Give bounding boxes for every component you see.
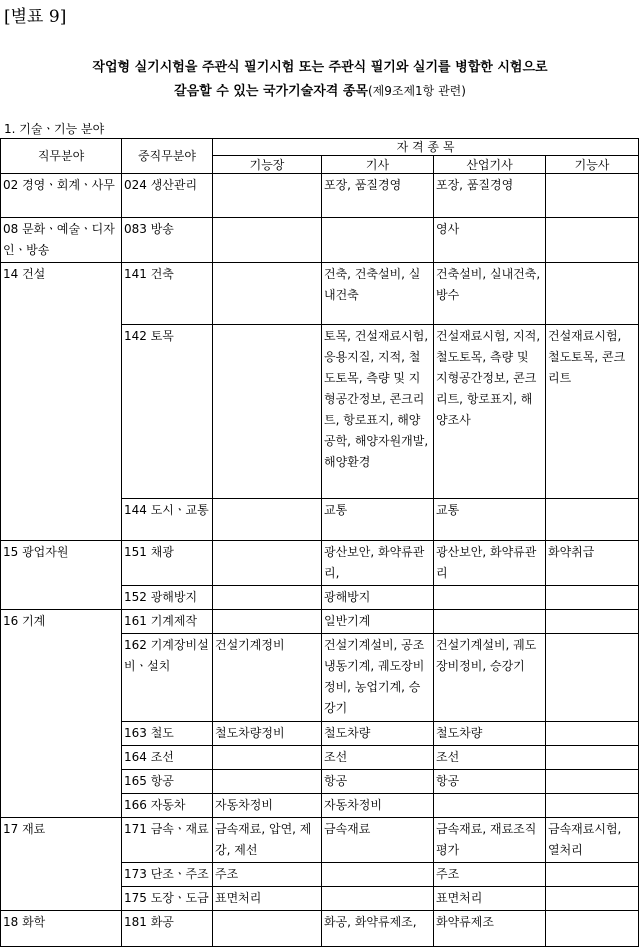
industrial-engineer-cell: 주조 <box>434 863 546 887</box>
sub-field-cell: 141 건축 <box>122 263 213 325</box>
technician-cell <box>546 218 639 263</box>
header-qualification-items: 자 격 종 목 <box>213 139 639 156</box>
craftsman-cell <box>213 218 322 263</box>
technician-cell <box>546 887 639 911</box>
engineer-cell: 조선 <box>322 746 434 770</box>
industrial-engineer-cell: 광산보안, 화약류관리 <box>434 541 546 586</box>
industrial-engineer-cell: 항공 <box>434 770 546 794</box>
craftsman-cell <box>213 325 322 499</box>
table-row <box>1 911 639 947</box>
sub-field-cell: 171 금속ㆍ재료 <box>122 818 213 863</box>
craftsman-cell <box>213 746 322 770</box>
industrial-engineer-cell <box>434 586 546 610</box>
craftsman-cell: 금속재료, 압연, 제강, 제선 <box>213 818 322 863</box>
craftsman-cell: 건설기계정비 <box>213 634 322 722</box>
craftsman-cell <box>213 263 322 325</box>
sub-field-cell: 151 채광 <box>122 541 213 586</box>
industrial-engineer-cell: 영사 <box>434 218 546 263</box>
craftsman-cell <box>213 541 322 586</box>
engineer-cell: 철도차량 <box>322 722 434 746</box>
craftsman-cell <box>213 610 322 634</box>
engineer-cell: 화공, 화약류제조, <box>322 911 434 947</box>
technician-cell <box>546 863 639 887</box>
craftsman-cell: 철도차량정비 <box>213 722 322 746</box>
craftsman-cell: 주조 <box>213 863 322 887</box>
craftsman-cell <box>213 174 322 218</box>
table-row <box>1 610 639 634</box>
document-title-reference: (제9조제1항 관련) <box>367 84 466 98</box>
industrial-engineer-cell: 철도차량 <box>434 722 546 746</box>
technician-cell: 화약취급 <box>546 541 639 586</box>
sub-field-cell: 144 도시ㆍ교통 <box>122 499 213 541</box>
engineer-cell <box>322 863 434 887</box>
engineer-cell: 건축, 건축설비, 실내건축 <box>322 263 434 325</box>
technician-cell <box>546 911 639 947</box>
engineer-cell: 교통 <box>322 499 434 541</box>
technician-cell <box>546 174 639 218</box>
engineer-cell: 토목, 건설재료시험, 응용지질, 지적, 철도토목, 측량 및 지형공간정보, 콘크리트, 항로표지, 해양공학, 해양자원개발, 해양환경 <box>322 325 434 499</box>
industrial-engineer-cell: 건설재료시험, 지적, 철도토목, 측량 및 지형공간정보, 콘크리트, 항로표지, 해양조사 <box>434 325 546 499</box>
sub-field-cell: 164 조선 <box>122 746 213 770</box>
job-field-cell: 17 재료 <box>1 818 122 911</box>
sub-field-cell: 024 생산관리 <box>122 174 213 218</box>
industrial-engineer-cell: 건축설비, 실내건축, 방수 <box>434 263 546 325</box>
sub-field-cell: 152 광해방지 <box>122 586 213 610</box>
craftsman-cell <box>213 770 322 794</box>
job-field-cell: 18 화학 <box>1 911 122 947</box>
sub-field-cell: 083 방송 <box>122 218 213 263</box>
engineer-cell: 포장, 품질경영 <box>322 174 434 218</box>
sub-field-cell: 162 기계장비설비ㆍ설치 <box>122 634 213 722</box>
header-sub-job-field: 중직무분야 <box>122 139 213 174</box>
sub-field-cell: 175 도장ㆍ도금 <box>122 887 213 911</box>
sub-field-cell: 142 토목 <box>122 325 213 499</box>
industrial-engineer-cell: 교통 <box>434 499 546 541</box>
document-title-line1: 작업형 실기시험을 주관식 필기시험 또는 주관식 필기와 실기를 병합한 시험으로 <box>92 60 548 75</box>
technician-cell <box>546 263 639 325</box>
document-title-main: 갈음할 수 있는 국가기술자격 종목 <box>174 84 368 99</box>
sub-field-cell: 165 항공 <box>122 770 213 794</box>
craftsman-cell: 표면처리 <box>213 887 322 911</box>
technician-cell: 금속재료시험, 열처리 <box>546 818 639 863</box>
job-field-cell: 14 건설 <box>1 263 122 541</box>
sub-field-cell: 173 단조ㆍ주조 <box>122 863 213 887</box>
job-field-cell: 15 광업자원 <box>1 541 122 610</box>
header-craftsman: 기능장 <box>213 156 322 174</box>
craftsman-cell: 자동차정비 <box>213 794 322 818</box>
sub-field-cell: 166 자동차 <box>122 794 213 818</box>
table-row <box>1 818 639 863</box>
section-label: 1. 기술ㆍ기능 분야 <box>4 122 105 136</box>
industrial-engineer-cell: 조선 <box>434 746 546 770</box>
technician-cell <box>546 634 639 722</box>
engineer-cell: 금속재료 <box>322 818 434 863</box>
engineer-cell: 자동차정비 <box>322 794 434 818</box>
sub-field-cell: 181 화공 <box>122 911 213 947</box>
engineer-cell: 건설기계설비, 공조냉동기계, 궤도장비정비, 농업기계, 승강기 <box>322 634 434 722</box>
header-engineer: 기사 <box>322 156 434 174</box>
industrial-engineer-cell <box>434 794 546 818</box>
table-row <box>1 218 639 263</box>
sub-field-cell: 161 기계제작 <box>122 610 213 634</box>
header-technician: 기능사 <box>546 156 639 174</box>
job-field-cell: 08 문화ㆍ예술ㆍ디자인ㆍ방송 <box>1 218 122 263</box>
technician-cell <box>546 722 639 746</box>
industrial-engineer-cell: 금속재료, 재료조직평가 <box>434 818 546 863</box>
technician-cell <box>546 794 639 818</box>
table-row <box>1 174 639 218</box>
technician-cell: 건설재료시험, 철도토목, 콘크리트 <box>546 325 639 499</box>
craftsman-cell <box>213 586 322 610</box>
engineer-cell: 항공 <box>322 770 434 794</box>
technician-cell <box>546 746 639 770</box>
header-industrial-engineer: 산업기사 <box>434 156 546 174</box>
header-job-field: 직무분야 <box>1 139 122 174</box>
industrial-engineer-cell: 화약류제조 <box>434 911 546 947</box>
job-field-cell: 02 경영ㆍ회계ㆍ사무 <box>1 174 122 218</box>
engineer-cell: 광산보안, 화약류관리, <box>322 541 434 586</box>
craftsman-cell <box>213 499 322 541</box>
technician-cell <box>546 499 639 541</box>
technician-cell <box>546 770 639 794</box>
qualification-table <box>0 138 639 947</box>
attachment-label: [별표 9] <box>4 7 67 27</box>
industrial-engineer-cell: 건설기계설비, 궤도장비정비, 승강기 <box>434 634 546 722</box>
craftsman-cell <box>213 911 322 947</box>
industrial-engineer-cell: 표면처리 <box>434 887 546 911</box>
job-field-cell: 16 기계 <box>1 610 122 818</box>
document-title-line2 <box>0 80 640 99</box>
engineer-cell: 광해방지 <box>322 586 434 610</box>
table-row <box>1 541 639 586</box>
industrial-engineer-cell <box>434 610 546 634</box>
technician-cell <box>546 610 639 634</box>
sub-field-cell: 163 철도 <box>122 722 213 746</box>
engineer-cell <box>322 218 434 263</box>
table-row <box>1 263 639 325</box>
engineer-cell <box>322 887 434 911</box>
technician-cell <box>546 586 639 610</box>
industrial-engineer-cell: 포장, 품질경영 <box>434 174 546 218</box>
engineer-cell: 일반기계 <box>322 610 434 634</box>
